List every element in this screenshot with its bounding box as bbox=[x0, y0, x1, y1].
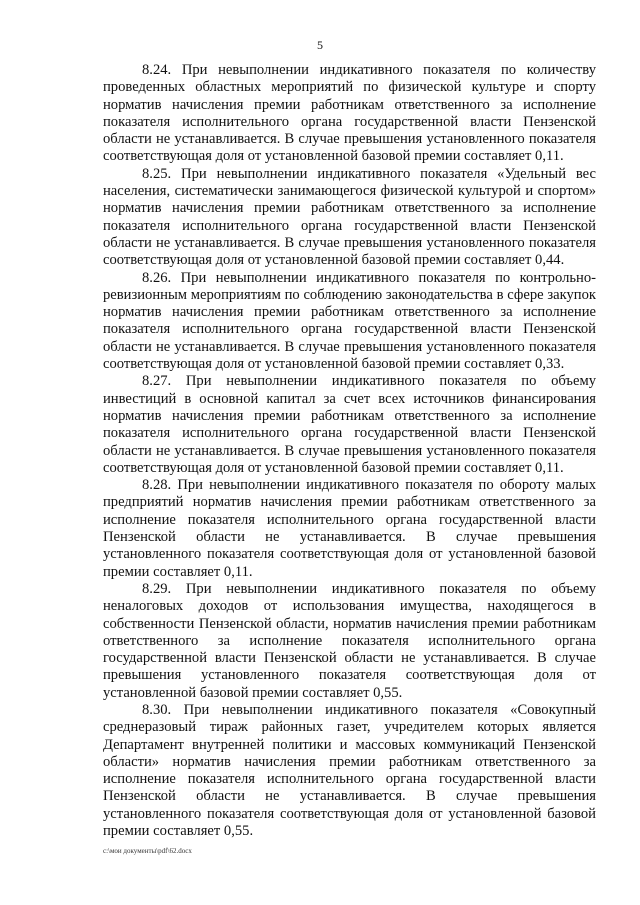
paragraph-8-25: 8.25. При невыполнении индикативного показателя «Удельный вес населения, систематически занимающегося физической культурой и спортом» норматив начисления премии работникам ответственного за исполнение показателя исполнительного органа государственной власти Пензенской области не устанавливается. В случае превышения установленного показателя соответствующая доля от установленной базовой премии составляет 0,44. bbox=[103, 165, 596, 269]
paragraph-8-30: 8.30. При невыполнении индикативного показателя «Совокупный среднеразовый тираж районных газет, учредителем которых является Департамент внутренней политики и массовых коммуникаций Пензенской области» норматив начисления премии работникам ответственного за исполнение показателя исполнительного органа государственной власти Пензенской области не устанавливается. В случае превышения установленного показателя соответствующая доля от установленной базовой премии составляет 0,55. bbox=[103, 701, 596, 840]
paragraph-8-29: 8.29. При невыполнении индикативного показателя по объему неналоговых доходов от использования имущества, находящегося в собственности Пензенской области, норматив начисления премии работникам ответственного за исполнение показателя исполнительного органа государственной власти Пензенской области не устанавливается. В случае превышения установленного показателя соответствующая доля от установленной базовой премии составляет 0,55. bbox=[103, 580, 596, 701]
paragraph-8-27: 8.27. При невыполнении индикативного показателя по объему инвестиций в основной капитал за счет всех источников финансирования норматив начисления премии работникам ответственного за исполнение показателя исполнительного органа государственной власти Пензенской области не устанавливается. В случае превышения установленного показателя соответствующая доля от установленной базовой премии составляет 0,11. bbox=[103, 373, 596, 476]
page-number: 5 bbox=[317, 38, 323, 52]
paragraph-8-28: 8.28. При невыполнении индикативного показателя по обороту малых предприятий норматив начисления премии работникам ответственного за исполнение показателя исполнительного органа государственной власти Пензенской области не устанавливается. В случае превышения установленного показателя соответствующая доля от установленной базовой премии составляет 0,11. bbox=[103, 477, 596, 580]
paragraph-8-26: 8.26. При невыполнении индикативного показателя по контрольно-ревизионным мероприятиям по соблюдению законодательства в сфере закупок норматив начисления премии работникам ответственного за исполнение показателя исполнительного органа государственной власти Пензенской области не устанавливается. В случае превышения установленного показателя соответствующая доля от установленной базовой премии составляет 0,33. bbox=[103, 269, 596, 373]
document-body bbox=[103, 62, 596, 840]
paragraph-8-24: 8.24. При невыполнении индикативного показателя по количеству проведенных областных мероприятий по физической культуре и спорту норматив начисления премии работникам ответственного за исполнение показателя исполнительного органа государственной власти Пензенской области не устанавливается. В случае превышения установленного показателя соответствующая доля от установленной базовой премии составляет 0,11. bbox=[103, 62, 596, 165]
footer-file-path: c:\мои документы\pdf\62.docx bbox=[103, 847, 192, 855]
